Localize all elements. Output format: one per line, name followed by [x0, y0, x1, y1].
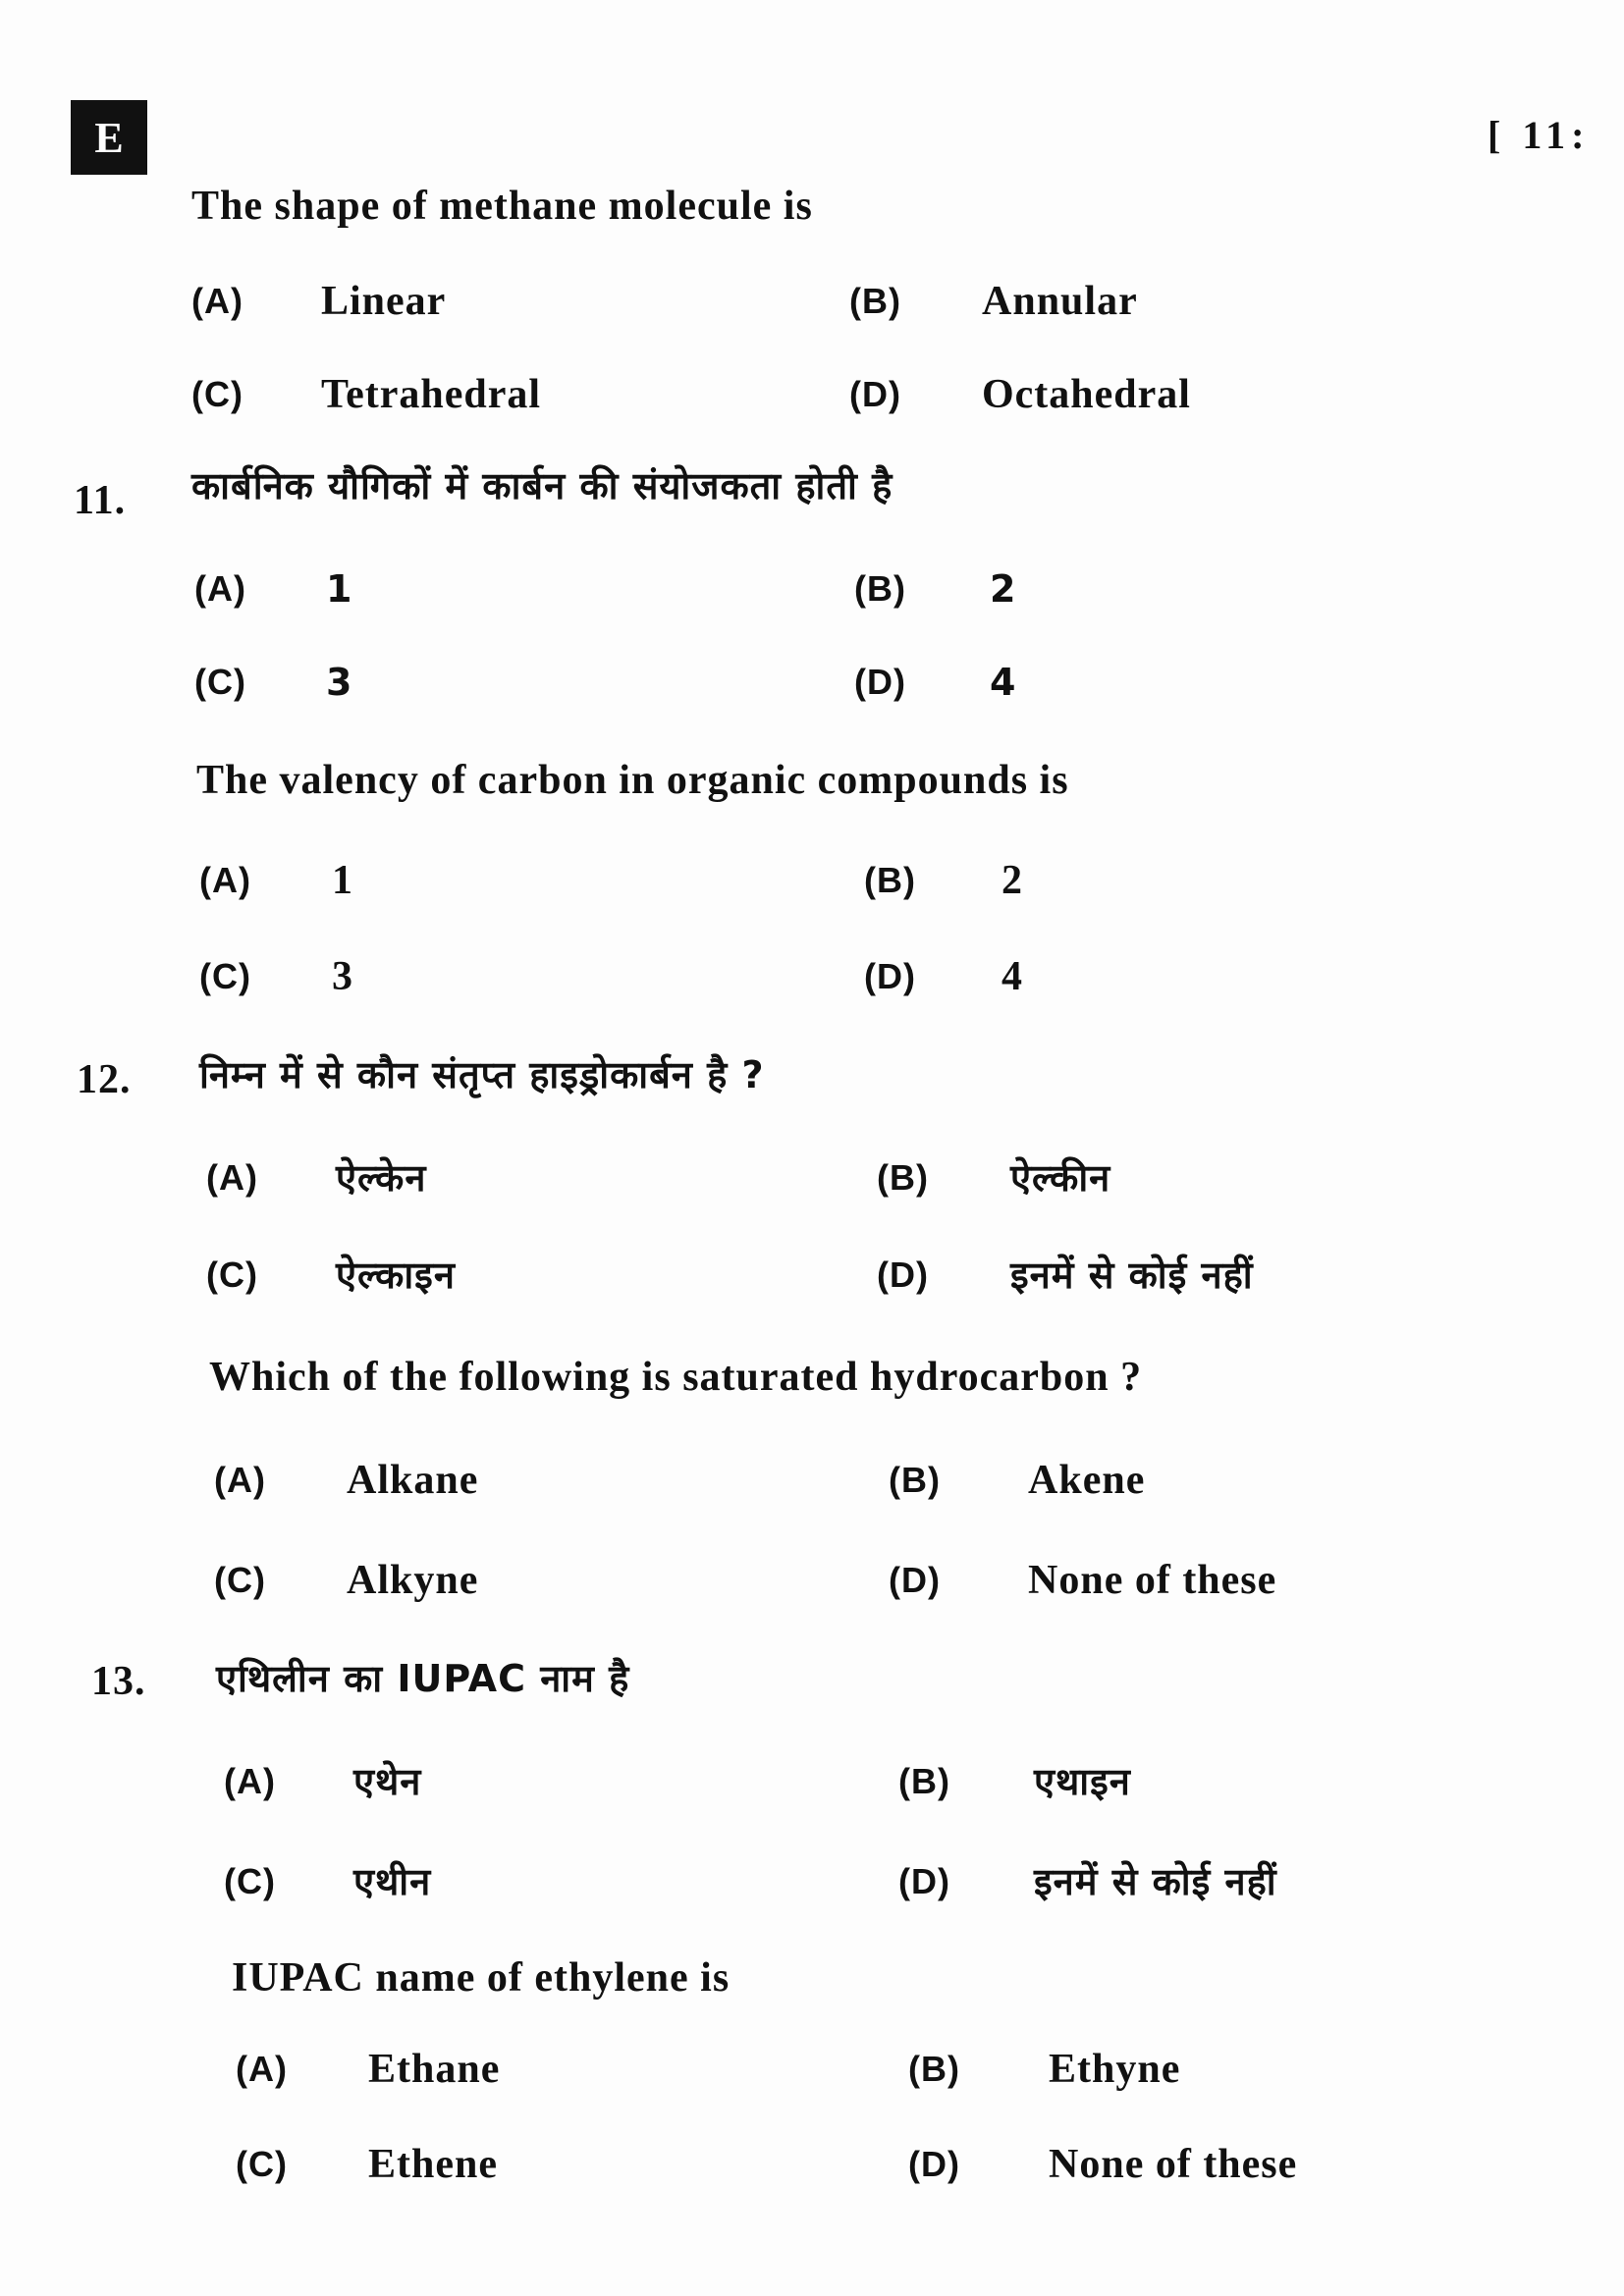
option-text: 3 — [332, 954, 353, 999]
question-stem: निम्न में से कौन संतृप्त हाइड्रोकार्बन है ? — [199, 1053, 765, 1096]
option-text: Annular — [982, 279, 1138, 324]
option-text: 4 — [1001, 954, 1023, 999]
option-text: Alkane — [347, 1458, 479, 1503]
option-label: (A) — [224, 1761, 276, 1801]
option-label: (C) — [214, 1560, 266, 1600]
option-text: इनमें से कोई नहीं — [1010, 1254, 1254, 1297]
option-label: (B) — [877, 1157, 929, 1198]
option-label: (B) — [854, 568, 906, 609]
question-stem: The shape of methane molecule is — [191, 184, 813, 229]
option-text: 4 — [990, 661, 1017, 704]
option-text: इनमें से कोई नहीं — [1034, 1860, 1277, 1903]
option-label: (A) — [214, 1460, 266, 1500]
option-label: (D) — [889, 1560, 941, 1600]
option-text: Ethene — [368, 2142, 498, 2187]
option-label: (C) — [194, 662, 246, 702]
question-stem: कार्बनिक यौगिकों में कार्बन की संयोजकता होती है — [191, 464, 893, 507]
option-label: (D) — [854, 662, 906, 702]
option-label: (B) — [908, 2049, 960, 2089]
option-label: (C) — [224, 1861, 276, 1901]
section-badge: E — [71, 100, 147, 175]
option-label: (A) — [206, 1157, 258, 1198]
option-label: (B) — [889, 1460, 941, 1500]
page-number: [ 11: — [1488, 113, 1591, 157]
option-label: (A) — [199, 860, 251, 900]
option-label: (D) — [877, 1255, 929, 1295]
option-text: ऐल्काइन — [336, 1254, 456, 1297]
option-text: 1 — [326, 567, 353, 611]
option-text: Alkyne — [347, 1558, 479, 1603]
option-label: (B) — [864, 860, 916, 900]
question-stem: एथिलीन का IUPAC नाम है — [216, 1657, 630, 1700]
option-text: None of these — [1028, 1558, 1277, 1603]
option-text: None of these — [1049, 2142, 1298, 2187]
question-number: 12. — [77, 1057, 132, 1102]
option-text: 3 — [326, 661, 353, 704]
option-text: 2 — [990, 567, 1017, 611]
question-number: 13. — [91, 1659, 146, 1704]
option-text: Octahedral — [982, 372, 1191, 417]
option-label: (D) — [908, 2144, 960, 2184]
option-text: ऐल्कीन — [1010, 1156, 1111, 1200]
option-label: (A) — [191, 281, 244, 321]
option-text: 2 — [1001, 858, 1023, 903]
option-label: (C) — [199, 956, 251, 996]
option-text: एथाइन — [1034, 1760, 1131, 1803]
option-text: ऐल्केन — [336, 1156, 427, 1200]
option-label: (C) — [206, 1255, 258, 1295]
option-label: (A) — [236, 2049, 288, 2089]
option-label: (C) — [191, 374, 244, 414]
option-label: (D) — [898, 1861, 950, 1901]
option-label: (B) — [849, 281, 901, 321]
option-label: (D) — [864, 956, 916, 996]
option-text: एथीन — [353, 1860, 432, 1903]
option-label: (D) — [849, 374, 901, 414]
option-label: (B) — [898, 1761, 950, 1801]
option-text: 1 — [332, 858, 353, 903]
option-text: Linear — [321, 279, 447, 324]
question-stem: Which of the following is saturated hydrocarbon ? — [209, 1355, 1143, 1400]
question-stem: The valency of carbon in organic compounds is — [196, 758, 1069, 803]
option-label: (A) — [194, 568, 246, 609]
question-number: 11. — [74, 478, 127, 523]
option-label: (C) — [236, 2144, 288, 2184]
option-text: Tetrahedral — [321, 372, 542, 417]
option-text: Ethyne — [1049, 2047, 1181, 2092]
question-stem: IUPAC name of ethylene is — [232, 1955, 731, 2001]
option-text: Akene — [1028, 1458, 1146, 1503]
option-text: एथेन — [353, 1760, 422, 1803]
option-text: Ethane — [368, 2047, 501, 2092]
